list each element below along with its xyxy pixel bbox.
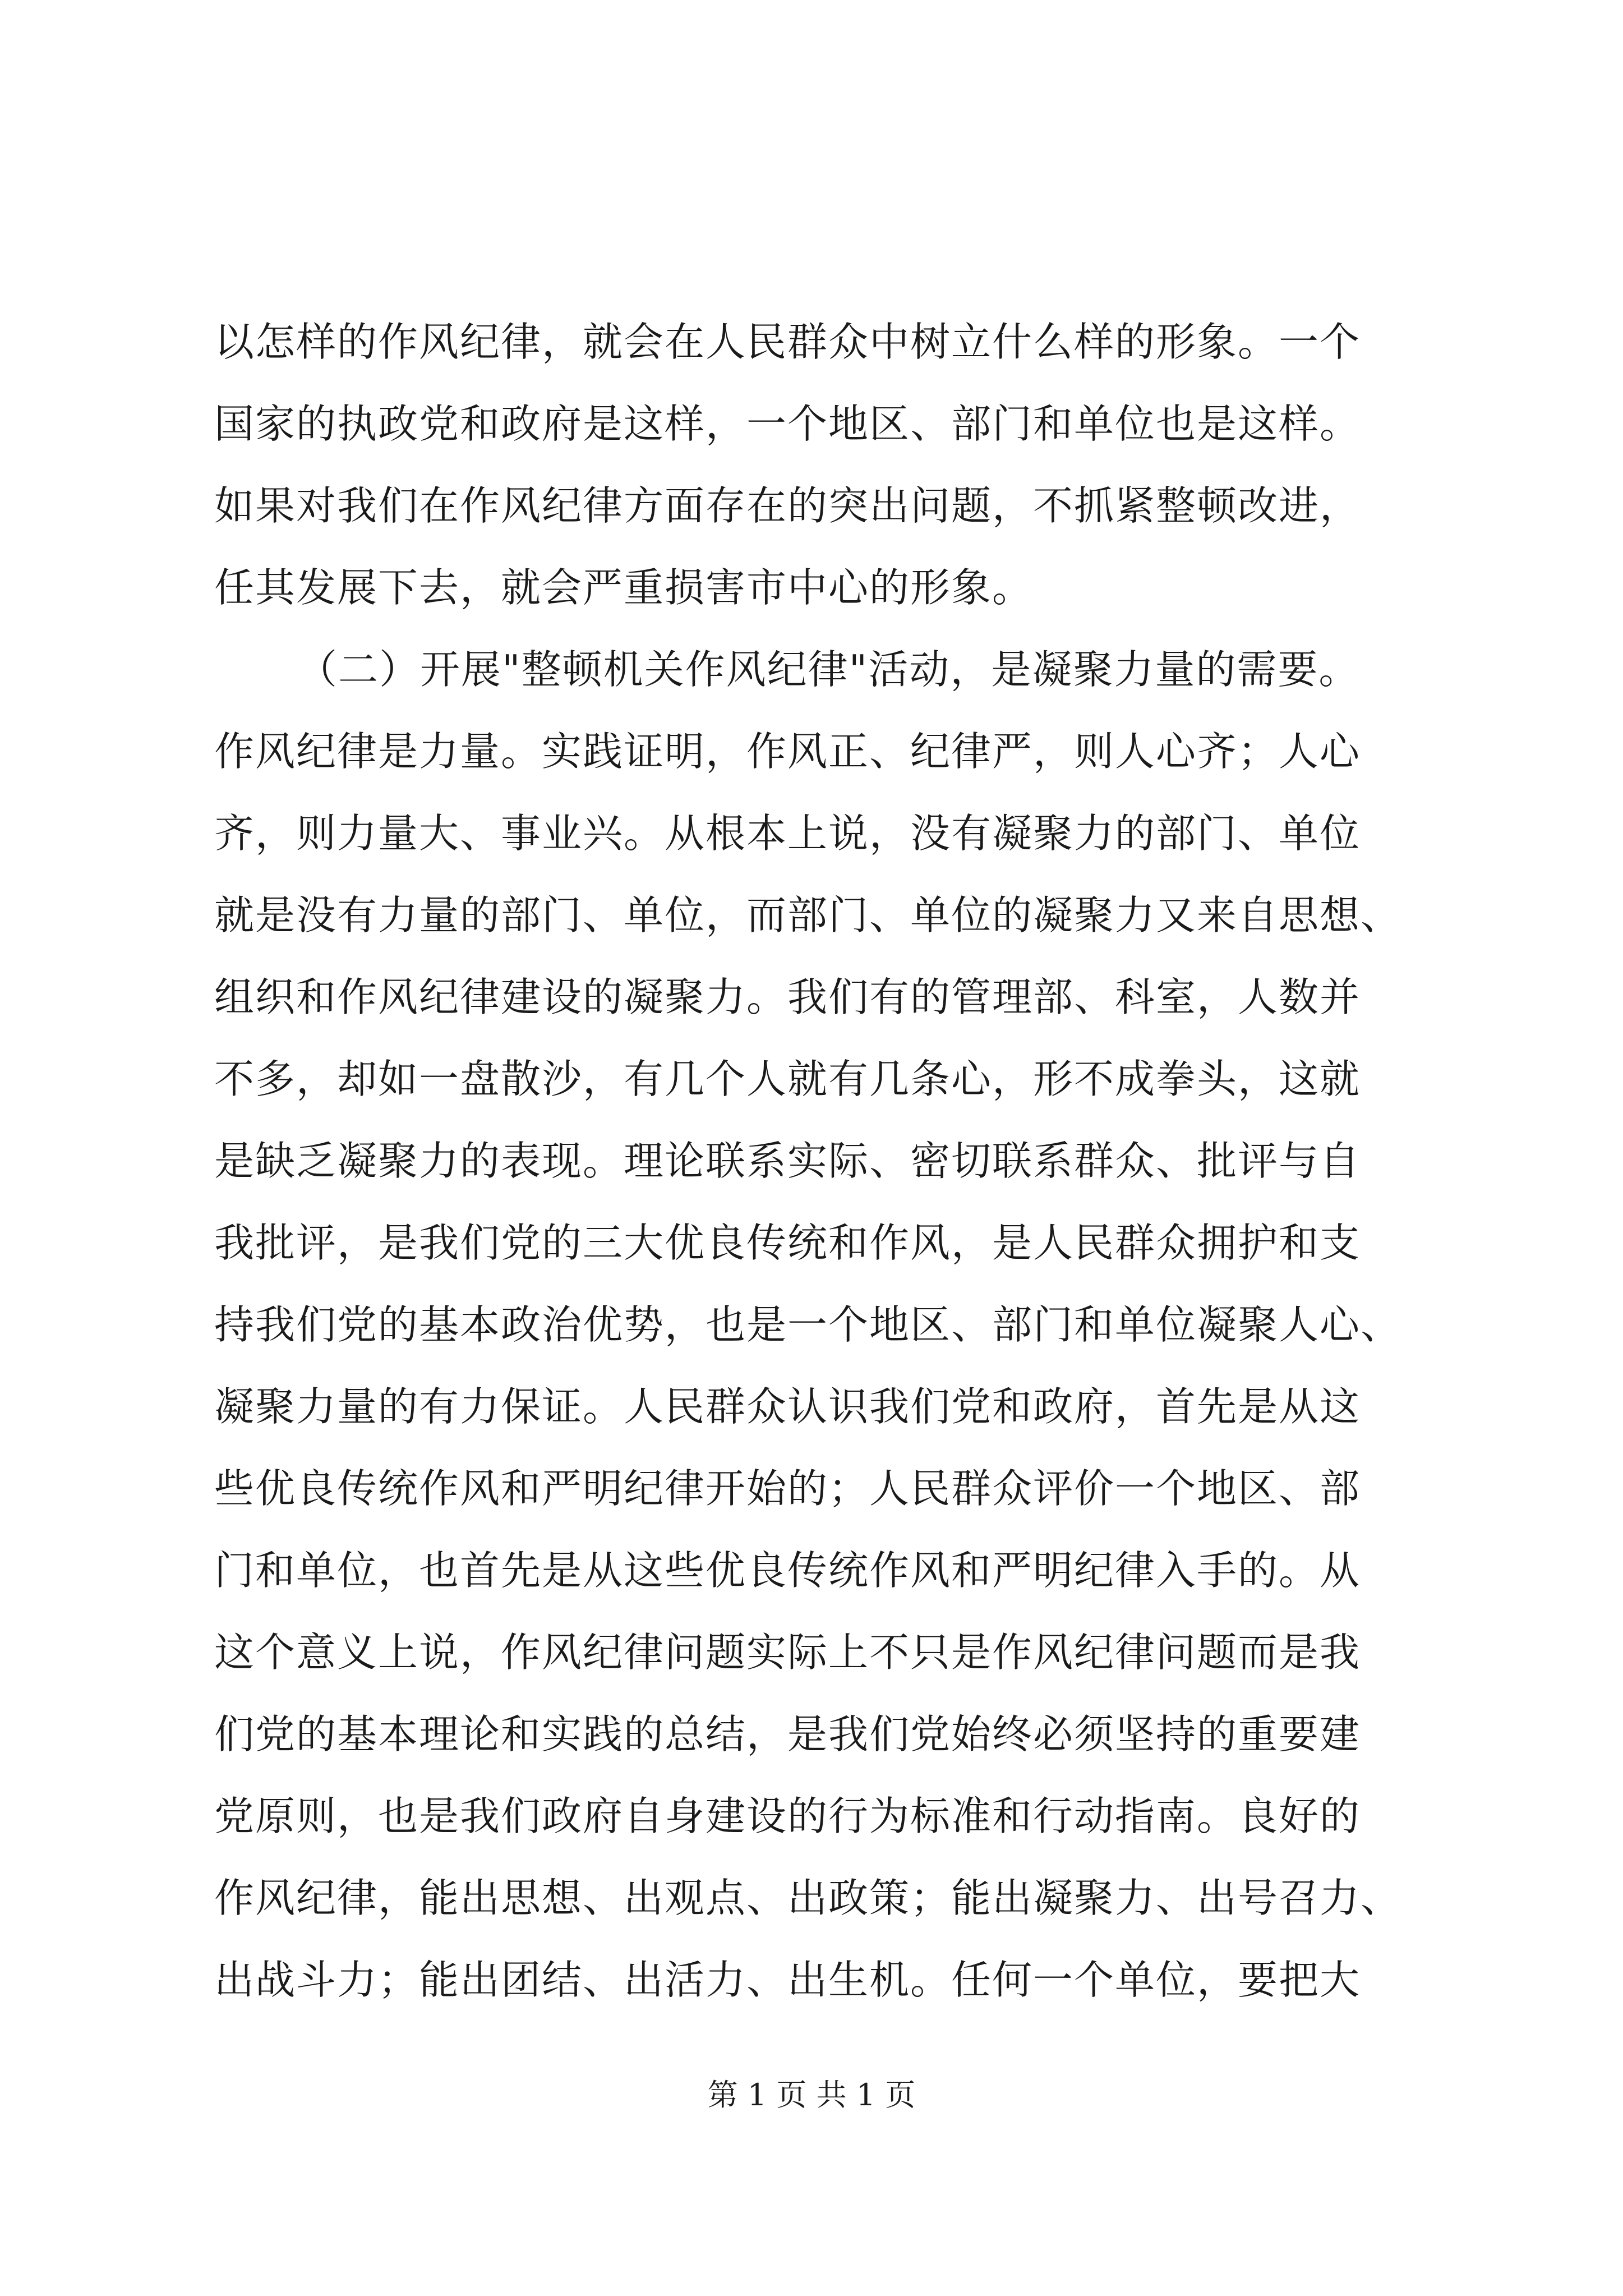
text-line: 门和单位，也首先是从这些优良传统作风和严明纪律入手的。从 (214, 1547, 1361, 1594)
text-line: 齐，则力量大、事业兴。从根本上说，没有凝聚力的部门、单位 (214, 810, 1361, 857)
text-line: 以怎样的作风纪律，就会在人民群众中树立什么样的形象。一个 (214, 319, 1361, 365)
text-line: 不多，却如一盘散沙，有几个人就有几条心，形不成拳头，这就 (214, 1056, 1361, 1102)
text-line: 出战斗力；能出团结、出活力、出生机。任何一个单位，要把大 (214, 1957, 1361, 2003)
text-line: 党原则，也是我们政府自身建设的行为标准和行动指南。良好的 (214, 1793, 1361, 1839)
text-line: 组织和作风纪律建设的凝聚力。我们有的管理部、科室，人数并 (214, 974, 1361, 1020)
text-line: 就是没有力量的部门、单位，而部门、单位的凝聚力又来自思想、 (214, 892, 1402, 938)
text-line: 这个意义上说，作风纪律问题实际上不只是作风纪律问题而是我 (214, 1629, 1361, 1676)
text-line: 国家的执政党和政府是这样，一个地区、部门和单位也是这样。 (214, 401, 1361, 447)
text-line: 些优良传统作风和严明纪律开始的；人民群众评价一个地区、部 (214, 1465, 1361, 1512)
text-line: 凝聚力量的有力保证。人民群众认识我们党和政府，首先是从这 (214, 1383, 1361, 1430)
text-line: 作风纪律，能出思想、出观点、出政策；能出凝聚力、出号召力、 (214, 1875, 1402, 1921)
text-line: 如果对我们在作风纪律方面存在的突出问题，不抓紧整顿改进， (214, 482, 1361, 529)
section-heading-line: （二）开展"整顿机关作风纪律"活动，是凝聚力量的需要。 (297, 646, 1360, 693)
text-line: 们党的基本理论和实践的总结，是我们党始终必须坚持的重要建 (214, 1711, 1361, 1757)
text-line: 持我们党的基本政治优势，也是一个地区、部门和单位凝聚人心、 (214, 1301, 1402, 1348)
text-line: 作风纪律是力量。实践证明，作风正、纪律严，则人心齐；人心 (214, 728, 1361, 775)
page-number-footer: 第 1 页 共 1 页 (707, 2077, 916, 2113)
text-line: 任其发展下去，就会严重损害市中心的形象。 (214, 564, 1034, 611)
text-line: 我批评，是我们党的三大优良传统和作风，是人民群众拥护和支 (214, 1220, 1361, 1266)
text-line: 是缺乏凝聚力的表现。理论联系实际、密切联系群众、批评与自 (214, 1138, 1361, 1184)
